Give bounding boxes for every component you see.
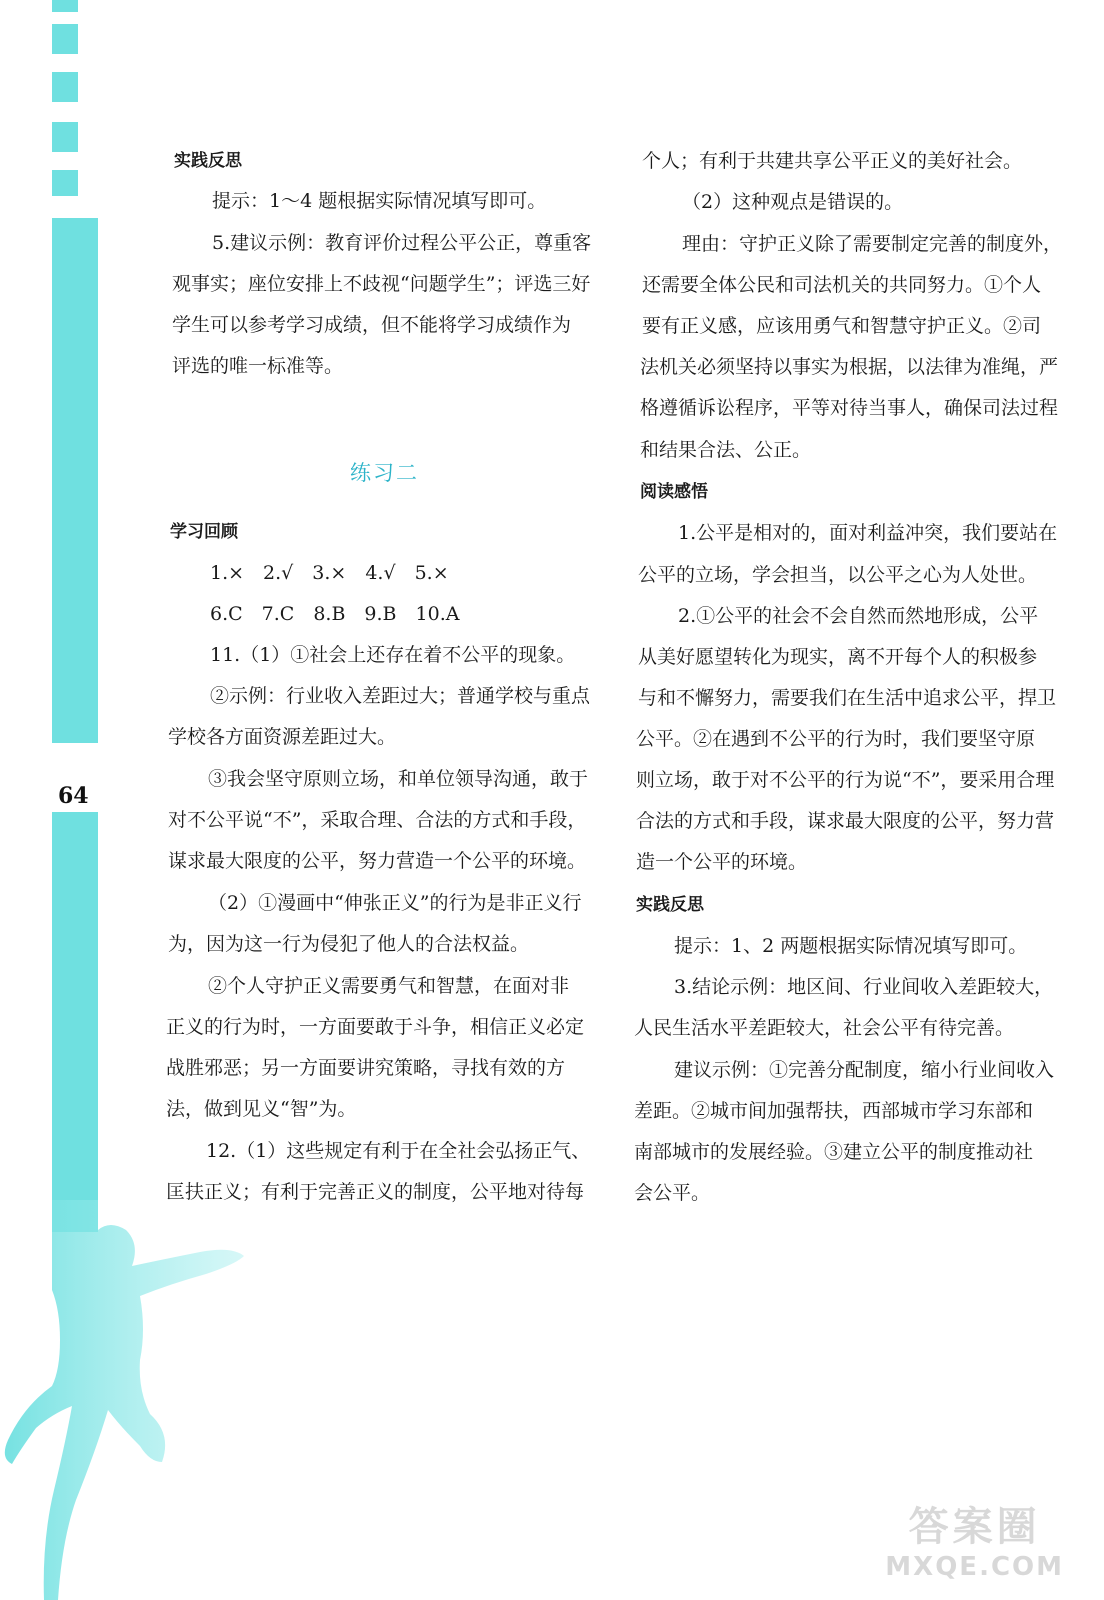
section-heading: 学习回顾 xyxy=(170,522,238,542)
section-heading: 实践反思 xyxy=(636,895,704,915)
section-heading: 实践反思 xyxy=(174,151,242,171)
deco-block xyxy=(52,0,78,12)
paragraph-line: 格遵循诉讼程序，平等对待当事人，确保司法过程 xyxy=(640,397,1059,419)
deco-bar-lower xyxy=(52,812,98,1232)
paragraph-line: 学生可以参考学习成绩，但不能将学习成绩作为 xyxy=(172,314,572,336)
watermark-title: 答案圈 xyxy=(908,1504,1041,1550)
watermark-url: MXQE.COM xyxy=(885,1552,1064,1582)
answer-line: 1.× 2.√ 3.× 4.√ 5.× xyxy=(210,562,449,584)
paragraph-line: 差距。②城市间加强帮扶，西部城市学习东部和 xyxy=(634,1100,1034,1122)
page-number: 64 xyxy=(58,783,89,809)
section-title: 练习二 xyxy=(350,461,419,485)
paragraph-line: 12.（1）这些规定有利于在全社会弘扬正气、 xyxy=(206,1140,591,1162)
deco-bar-upper xyxy=(52,218,98,743)
paragraph-line: 公平。②在遇到不公平的行为时，我们要坚守原 xyxy=(636,728,1036,750)
paragraph-line: 合法的方式和手段，谋求最大限度的公平，努力营 xyxy=(636,810,1055,832)
watermark xyxy=(885,1495,1064,1582)
paragraph-line: 评选的唯一标准等。 xyxy=(172,355,344,377)
deco-block xyxy=(52,72,78,102)
paragraph-line: ②示例：行业收入差距过大；普通学校与重点 xyxy=(210,685,591,707)
paragraph-line: 提示：1、2 两题根据实际情况填写即可。 xyxy=(674,935,1028,957)
paragraph-line: 法，做到见义“智”为。 xyxy=(166,1098,357,1120)
paragraph-line: 战胜邪恶；另一方面要讲究策略，寻找有效的方 xyxy=(166,1057,566,1079)
paragraph-line: 1.公平是相对的，面对利益冲突，我们要站在 xyxy=(678,522,1058,544)
deco-block xyxy=(52,170,78,196)
paragraph-line: 公平的立场，学会担当，以公平之心为人处世。 xyxy=(638,564,1038,586)
paragraph-line: 提示：1～4 题根据实际情况填写即可。 xyxy=(212,190,547,212)
paragraph-line: 与和不懈努力，需要我们在生活中追求公平，捍卫 xyxy=(638,687,1057,709)
paragraph-line: 则立场，敢于对不公平的行为说“不”，要采用合理 xyxy=(636,769,1055,791)
paragraph-line: 对不公平说“不”，采取合理、合法的方式和手段， xyxy=(168,809,587,831)
paragraph-line: 和结果合法、公正。 xyxy=(640,439,812,461)
paragraph-line: 11.（1）①社会上还存在着不公平的现象。 xyxy=(210,644,576,666)
paragraph-line: 还需要全体公民和司法机关的共同努力。①个人 xyxy=(642,274,1042,296)
paragraph-line: 南部城市的发展经验。③建立公平的制度推动社 xyxy=(634,1141,1034,1163)
paragraph-line: 观事实；座位安排上不歧视“问题学生”；评选三好 xyxy=(172,273,591,295)
answer-line: 6.C 7.C 8.B 9.B 10.A xyxy=(210,603,460,625)
paragraph-line: ③我会坚守原则立场，和单位领导沟通，敢于 xyxy=(208,768,589,790)
child-silhouette-image xyxy=(0,1200,260,1600)
paragraph-line: 建议示例：①完善分配制度，缩小行业间收入 xyxy=(674,1059,1055,1081)
section-heading: 阅读感悟 xyxy=(640,482,708,502)
paragraph-line: 为，因为这一行为侵犯了他人的合法权益。 xyxy=(168,933,530,955)
paragraph-line: 个人；有利于共建共享公平正义的美好社会。 xyxy=(642,150,1023,172)
paragraph-line: 匡扶正义；有利于完善正义的制度，公平地对待每 xyxy=(166,1181,585,1203)
paragraph-line: ②个人守护正义需要勇气和智慧，在面对非 xyxy=(208,975,570,997)
paragraph-line: 理由：守护正义除了需要制定完善的制度外， xyxy=(682,233,1063,255)
paragraph-line: 法机关必须坚持以事实为根据，以法律为准绳，严 xyxy=(640,356,1059,378)
paragraph-line: 要有正义感，应该用勇气和智慧守护正义。②司 xyxy=(642,315,1042,337)
paragraph-line: 人民生活水平差距较大，社会公平有待完善。 xyxy=(634,1017,1015,1039)
paragraph-line: 谋求最大限度的公平，努力营造一个公平的环境。 xyxy=(168,850,587,872)
paragraph-line: （2）这种观点是错误的。 xyxy=(682,191,904,213)
paragraph-line: 5.建议示例：教育评价过程公平公正，尊重客 xyxy=(212,232,592,254)
paragraph-line: （2）①漫画中“伸张正义”的行为是非正义行 xyxy=(208,892,582,914)
deco-block xyxy=(52,122,78,152)
paragraph-line: 学校各方面资源差距过大。 xyxy=(168,726,397,748)
deco-block xyxy=(52,24,78,54)
paragraph-line: 2.①公平的社会不会自然而然地形成，公平 xyxy=(678,605,1039,627)
paragraph-line: 会公平。 xyxy=(634,1182,711,1204)
paragraph-line: 造一个公平的环境。 xyxy=(636,851,808,873)
paragraph-line: 3.结论示例：地区间、行业间收入差距较大， xyxy=(674,976,1054,998)
paragraph-line: 从美好愿望转化为现实，离不开每个人的积极参 xyxy=(638,646,1038,668)
paragraph-line: 正义的行为时，一方面要敢于斗争，相信正义必定 xyxy=(166,1016,585,1038)
